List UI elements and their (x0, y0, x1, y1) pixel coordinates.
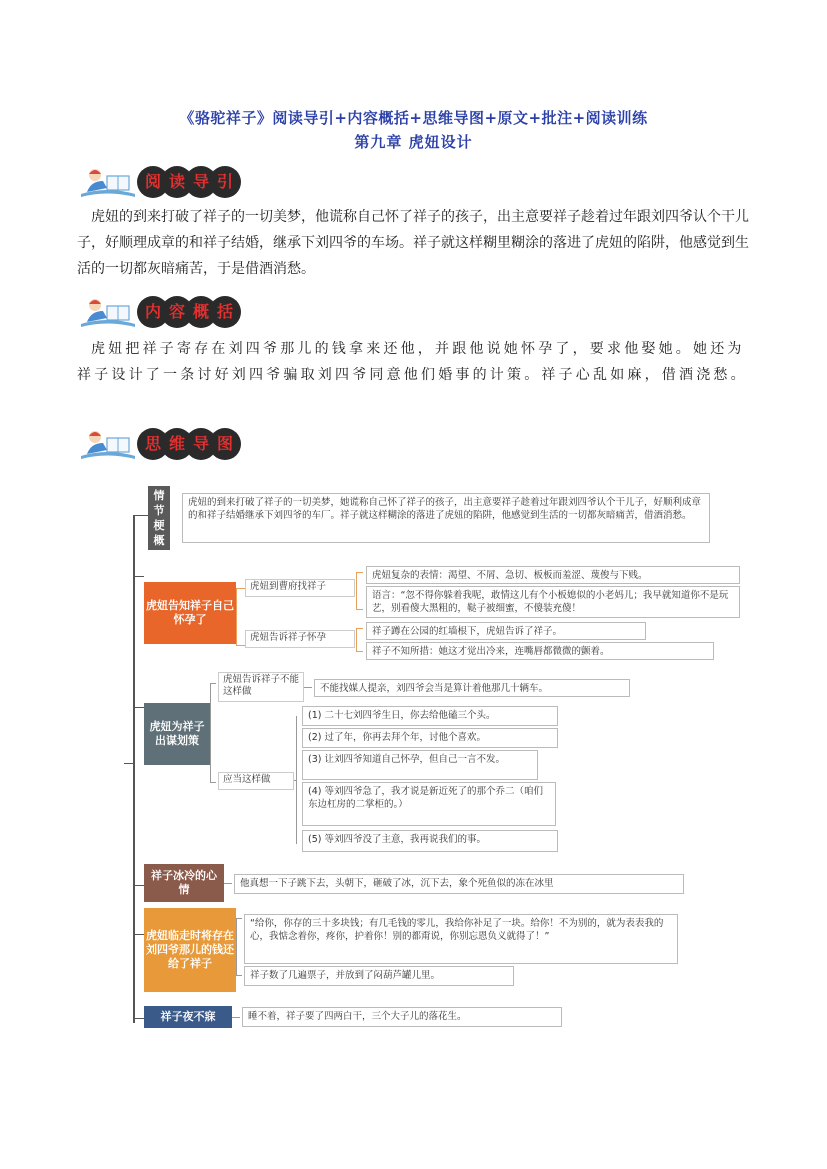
guide-paragraph (77, 204, 755, 282)
branch-label-mood: 祥子冰冷的心情 (144, 864, 224, 902)
sub-dont: 虎妞告诉祥子不能这样做 (218, 672, 304, 702)
branch-label-pregnancy: 虎妞告知祥子自己怀孕了 (144, 582, 236, 644)
step-1: (1) 二十七刘四爷生日，你去给他磕三个头。 (302, 706, 558, 726)
step-4: (4) 等刘四爷急了，我才说是新近死了的那个乔二（咱们东边杠房的二掌柜的。） (302, 782, 556, 826)
heading-char: 导 (185, 166, 217, 198)
mindmap-spine (133, 515, 135, 1023)
guide-text: 虎妞的到来打破了祥子的一切美梦，他谎称自己怀了祥子的孩子，出主意要祥子趁着过年跟刘四爷认个干儿子，好顺理成章的和祥子结婚，继承下刘四爷的车场。祥子就这样糊里糊涂的落进了虎妞的陷阱，他感觉到生活的一切都灰暗痛苦，于是借酒消愁。 (77, 209, 749, 277)
heading-char: 图 (209, 428, 241, 460)
heading-char: 阅 (137, 166, 169, 198)
leaf-expression: 虎妞复杂的表情：渴望、不屑、急切、板板而羞涩、蔑俊与下贱。 (366, 566, 740, 584)
branch-label-plan: 虎妞为祥子出谋划策 (144, 703, 210, 765)
step-5: (5) 等刘四爷没了主意，我再说我们的事。 (302, 830, 558, 852)
heading-char: 思 (137, 428, 169, 460)
heading-char: 概 (185, 296, 217, 328)
leaf-cold: 祥子不知所措：她这才觉出冷来，连嘴唇都微微的颤着。 (366, 642, 714, 660)
heading-char: 容 (161, 296, 193, 328)
mind-map (120, 478, 740, 1038)
heading-char: 括 (209, 296, 241, 328)
section-heading-mindmap (77, 426, 247, 464)
step-2: (2) 过了年，你再去拜个年，讨他个喜欢。 (302, 728, 558, 748)
leaf-mood: 他真想一下子跳下去，头朝下，砸破了冰，沉下去，象个死鱼似的冻在冰里 (234, 874, 684, 894)
leaf-sleepless: 睡不着，祥子要了四两白干，三个大子儿的落花生。 (242, 1007, 562, 1027)
leaf-no-matchmaker: 不能找媒人提亲，刘四爷会当是算计着他那几十辆车。 (314, 679, 630, 697)
sub-should: 应当这样做 (218, 772, 294, 790)
leaf-money-count: 祥子数了几遍票子，并放到了闷葫芦罐儿里。 (244, 966, 514, 986)
plot-label: 情节梗概 (148, 486, 170, 550)
branch-label-sleepless: 祥子夜不寐 (144, 1006, 232, 1028)
reading-child-icon (77, 296, 137, 330)
leaf-park: 祥子蹲在公园的红墙根下，虎妞告诉了祥子。 (366, 622, 646, 640)
heading-char: 维 (161, 428, 193, 460)
heading-char: 内 (137, 296, 169, 328)
section-heading-summary (77, 294, 247, 332)
sub-caofu: 虎妞到曹府找祥子 (245, 579, 355, 597)
heading-char: 读 (161, 166, 193, 198)
guide-title-circles (137, 166, 239, 198)
step-3: (3) 让刘四爷知道自己怀孕，但自己一言不发。 (302, 750, 538, 780)
reading-child-icon (77, 428, 137, 462)
branch-label-money: 虎妞临走时将存在刘四爷那儿的钱还给了祥子 (144, 908, 236, 992)
summary-paragraph (77, 336, 755, 388)
leaf-money-speech: “给你，你存的三十多块钱；有几毛钱的零儿，我给你补足了一块。给你！不为别的，就为表表我的心，我惦念着你，疼你，护着你！别的都甭说，你别忘恩负义就得了！” (244, 914, 678, 964)
leaf-speech: 语言：“忽不得你躲着我呢，敢情这儿有个小板媳似的小老妈儿；我早就知道你不是玩艺，别看傻大黑粗的，鞑子被细蜜，不傻装充傻！ (366, 586, 740, 618)
mindmap-title-circles (137, 428, 239, 460)
sub-tell-pregnancy: 虎妞告诉祥子怀孕 (245, 630, 355, 648)
section-heading-guide (77, 164, 247, 202)
summary-title-circles (137, 296, 239, 328)
heading-char: 引 (209, 166, 241, 198)
document-title: 《骆驼祥子》阅读导引+内容概括+思维导图+原文+批注+阅读训练 (179, 109, 648, 127)
plot-text: 虎妞的到来打破了祥子的一切美梦，她谎称自己怀了祥子的孩子，出主意要祥子趁着过年跟刘四爷认个干儿子，好顺利成章的和祥子结婚继承下刘四爷的车厂。祥子就这样糊涂的落进了虎妞的陷阱，他感觉到生活的一切都灰暗痛苦，借酒消愁。 (182, 493, 710, 543)
mindmap-root-stub (124, 763, 134, 764)
chapter-title: 第九章 虎妞设计 (354, 133, 473, 151)
summary-text: 虎妞把祥子寄存在刘四爷那儿的钱拿来还他，并跟他说她怀孕了，要求他娶她。她还为祥子设计了一条讨好刘四爷骗取刘四爷同意他们婚事的计策。祥子心乱如麻，借酒浇愁。 (77, 341, 748, 383)
reading-child-icon (77, 166, 137, 200)
heading-char: 导 (185, 428, 217, 460)
